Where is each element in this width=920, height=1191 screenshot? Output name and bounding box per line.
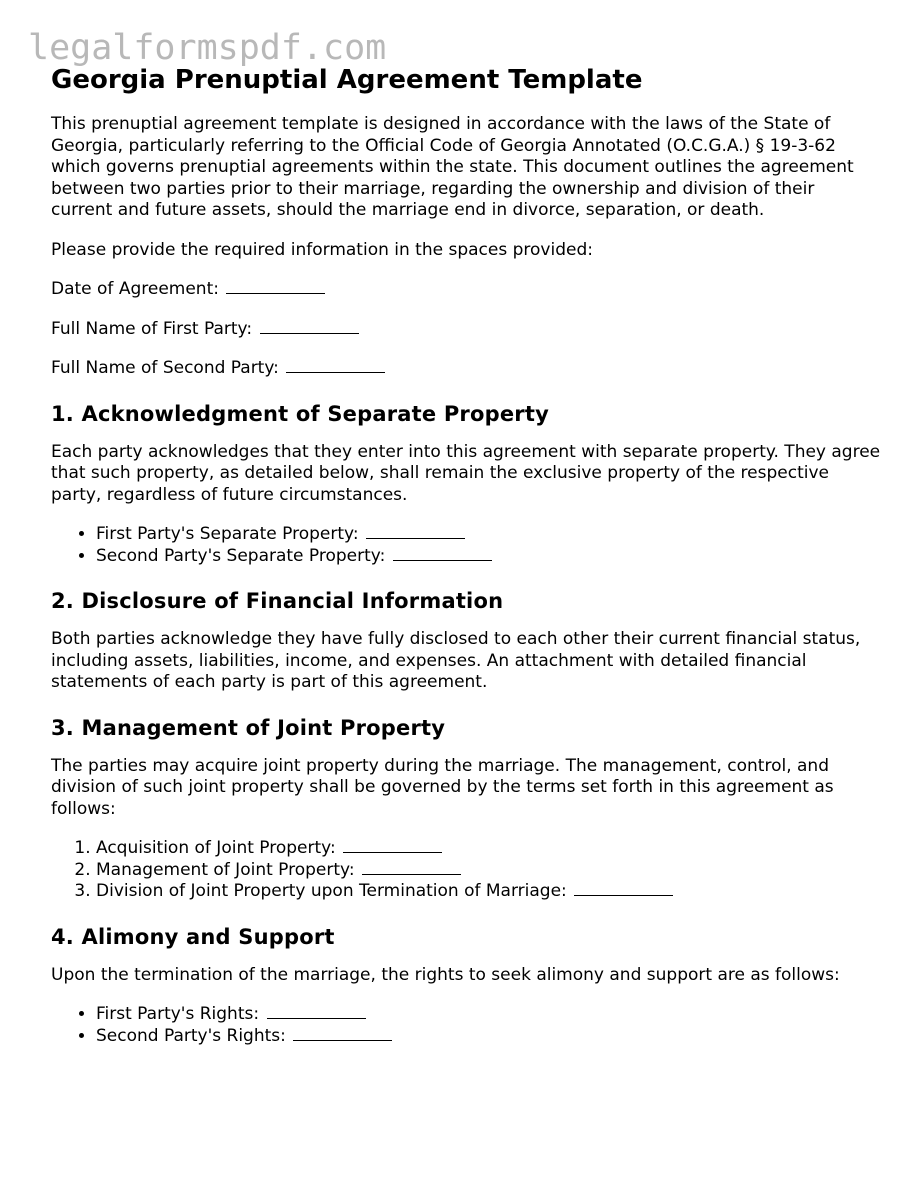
section-3-heading: 3. Management of Joint Property (51, 715, 446, 740)
date-of-agreement-label: Date of Agreement: (51, 279, 219, 299)
list-item: • Second Party's Separate Property: (96, 546, 881, 568)
document-page (51, 62, 881, 1065)
section-1-heading: 1. Acknowledgment of Separate Property (51, 401, 549, 426)
second-party-name-blank[interactable] (286, 358, 385, 373)
first-party-separate-property-blank[interactable] (366, 524, 465, 539)
instructions-text: Please provide the required information in the spaces provided: (51, 239, 593, 260)
acquisition-joint-property-blank[interactable] (343, 838, 442, 853)
list-item: • First Party's Rights: (96, 1004, 881, 1026)
section-4-heading: 4. Alimony and Support (51, 924, 335, 949)
first-party-name-blank[interactable] (260, 319, 359, 334)
date-of-agreement-field (51, 279, 881, 301)
section-2-body: Both parties acknowledge they have fully disclosed to each other their current financial status, including assets, liabilities, income, and expenses. An attachment with detailed financial statements of each party is part of this agreement. (51, 629, 861, 692)
section-3-body: The parties may acquire joint property during the marriage. The management, control, and division of such joint property shall be governed by the terms set forth in this agreement as follows: (51, 755, 834, 819)
document-title: Georgia Prenuptial Agreement Template (51, 65, 643, 95)
list-item: 1. Acquisition of Joint Property: (96, 838, 881, 860)
second-party-name-label: Full Name of Second Party: (51, 358, 279, 378)
second-party-separate-property-blank[interactable] (393, 546, 492, 561)
list-item: 2. Management of Joint Property: (96, 860, 881, 882)
division-joint-property-blank[interactable] (574, 881, 673, 896)
date-of-agreement-blank[interactable] (226, 279, 325, 294)
intro-paragraph: This prenuptial agreement template is designed in accordance with the laws of the State of Georgia, particularly referring to the Official Code of Georgia Annotated (O.C.G.A.) § 19-3-62 which governs prenuptial agreements within the state. This document outlines the agreement between two parties prior to their marriage, regarding the ownership and division of their current and future assets, should the marriage end in divorce, separation, or death. (51, 114, 854, 220)
management-joint-property-blank[interactable] (362, 860, 461, 875)
list-item: 3. Division of Joint Property upon Termination of Marriage: (96, 881, 881, 903)
section-4-body: Upon the termination of the marriage, the rights to seek alimony and support are as follows: (51, 964, 840, 985)
list-item: • Second Party's Rights: (96, 1026, 881, 1048)
section-1-list (51, 524, 881, 567)
first-party-name-field (51, 319, 881, 341)
watermark: legalformspdf.com (28, 28, 387, 68)
first-party-rights-blank[interactable] (267, 1004, 366, 1019)
section-1-body: Each party acknowledges that they enter into this agreement with separate property. They agree that such property, as detailed below, shall remain the exclusive property of the respective party, regardless of future circumstances. (51, 441, 881, 505)
section-4-list (51, 1004, 881, 1047)
second-party-rights-blank[interactable] (293, 1026, 392, 1041)
list-item: • First Party's Separate Property: (96, 524, 881, 546)
second-party-name-field (51, 358, 881, 380)
first-party-name-label: Full Name of First Party: (51, 318, 253, 339)
section-3-list (51, 838, 881, 903)
section-2-heading: 2. Disclosure of Financial Information (51, 589, 504, 613)
